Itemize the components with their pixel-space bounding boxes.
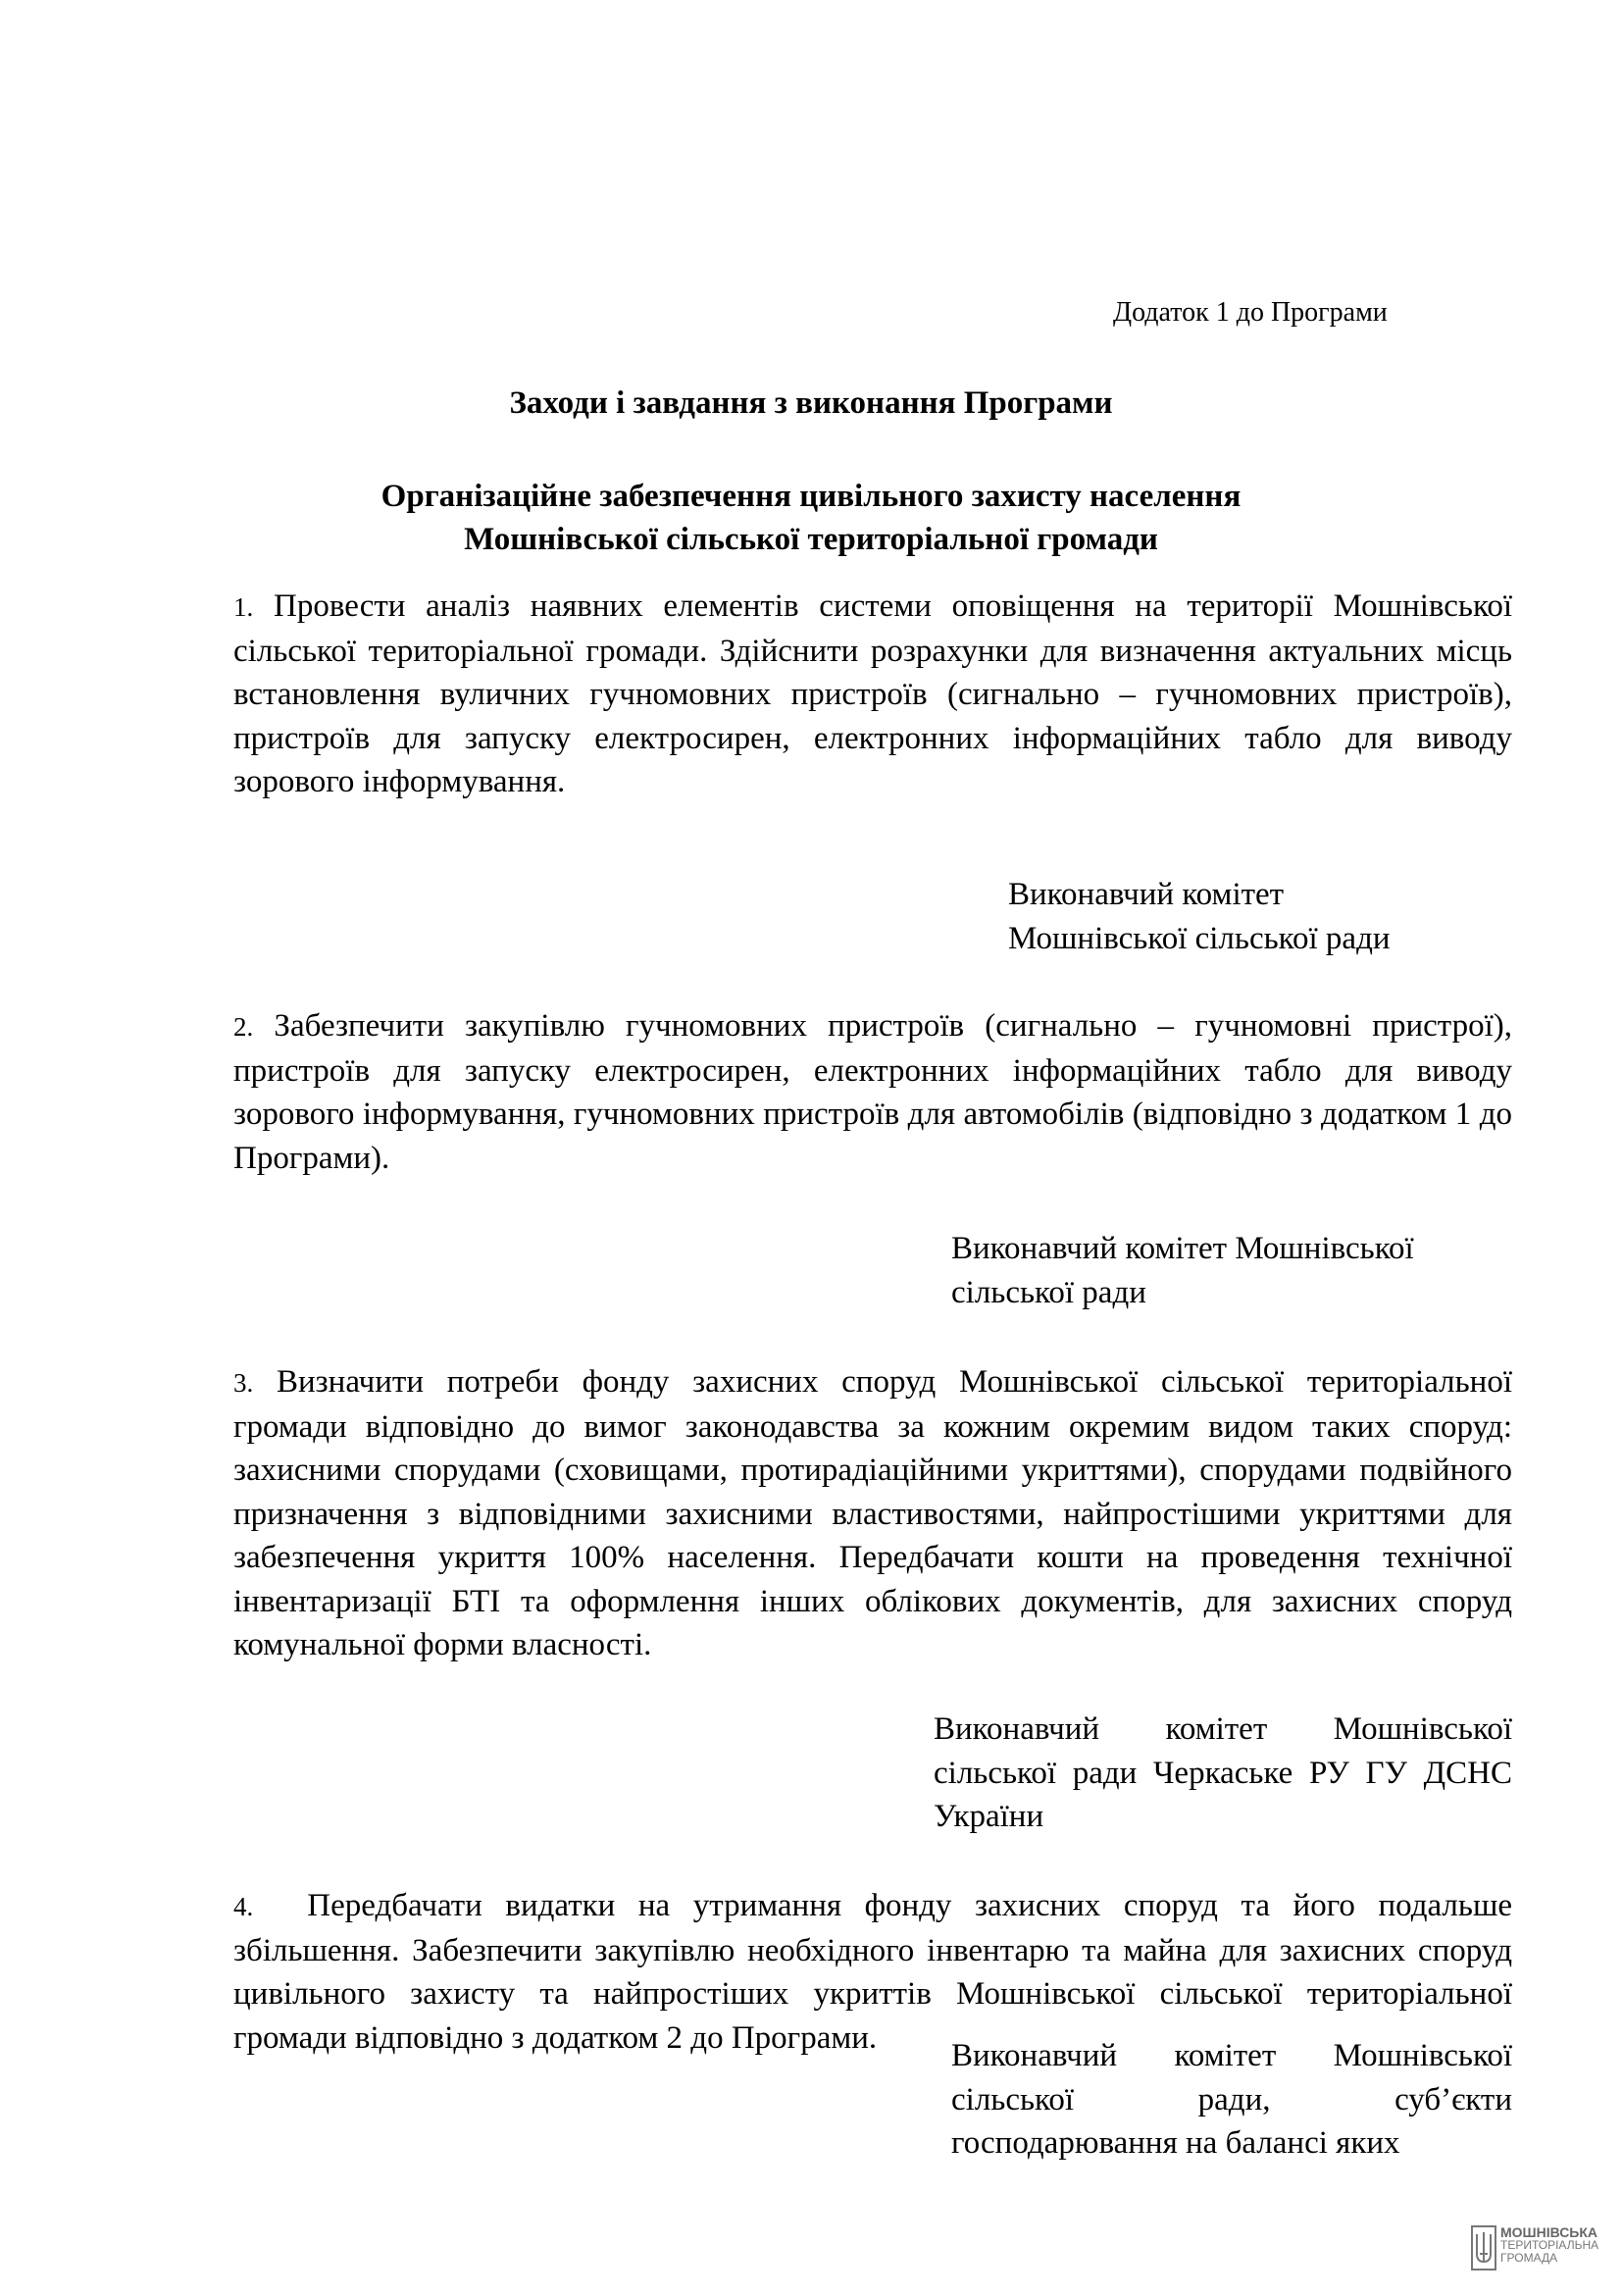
document-title: Заходи і завдання з виконання Програми (509, 385, 1113, 421)
item-1-paragraph (233, 585, 1512, 804)
item-3-paragraph (233, 1360, 1512, 1667)
appendix-label: Додаток 1 до Програми (1113, 297, 1388, 328)
item-1-number: 1. (233, 592, 254, 622)
subtitle-line-2: Мошнівської сільської територіальної громади (464, 522, 1158, 557)
item-4-number: 4. (233, 1892, 254, 1921)
item-1-text: Провести аналіз наявних елементів системи оповіщення на території Мошнівської сільської територіальної громади. Здійснити розрахунки для визначення актуальних місць встановлення вуличних гучномовних пристроїв (сигнально – гучномовних пристроїв), пристроїв для запуску електросирен, електронних інформаційних табло для виводу зорового інформування. (233, 588, 1513, 799)
item-4-responsible: Виконавчий комітет Мошнівської сільської ради, суб’єкти господарювання на балансі яких (951, 2038, 1512, 2161)
document-subtitle (0, 475, 1622, 561)
logo-name: МОШНІВСЬКА (1500, 2224, 1598, 2240)
item-3-number: 3. (233, 1368, 254, 1398)
logo-line-2: ТЕРИТОРІАЛЬНА (1500, 2238, 1599, 2252)
item-2-paragraph (233, 1004, 1512, 1180)
item-2-text: Забезпечити закупівлю гучномовних пристроїв (сигнально – гучномовні пристрої), пристроїв для запуску електросирен, електронних інформаційних табло для виводу зорового інформування, гучномовних пристроїв для автомобілів (відповідно з додатком 1 до Програми). (233, 1008, 1512, 1176)
item-2-number: 2. (233, 1012, 254, 1042)
item-4-text: Передбачати видатки на утримання фонду захисних споруд та його подальше збільшення. Забезпечити закупівлю необхідного інвентарю та майна для захисних споруд цивільного захисту та найпростіших укриттів Мошнівської сільської територіальної громади відповідно з додатком 2 до Програми. (233, 1888, 1512, 2056)
item-3-text: Визначити потреби фонду захисних споруд Мошнівської сільської територіальної громади відповідно до вимог законодавства за кожним окремим видом таких споруд: захисними спорудами (сховищами, протирадіаційними укриттями), спорудами подвійного призначення з відповідними захисними властивостями, найпростішими укриттями для забезпечення укриття 100% населення. Передбачати кошти на проведення технічної інвентаризації БТІ та оформлення інших облікових документів, для захисних споруд комунальної форми власності. (233, 1364, 1512, 1662)
subtitle-line-1: Організаційне забезпечення цивільного захисту населення (380, 479, 1242, 514)
item-3-responsible: Виконавчий комітет Мошнівської сільської ради Черкаське РУ ГУ ДСНС України (934, 1711, 1512, 1834)
trident-emblem-icon (1471, 2224, 1496, 2271)
item-1-responsible: Виконавчий комітет Мошнівської сільської ради (1008, 877, 1391, 956)
community-logo-text (1500, 2226, 1598, 2265)
logo-line-3: ГРОМАДА (1500, 2251, 1558, 2265)
item-2-responsible: Виконавчий комітет Мошнівської сільської ради (951, 1231, 1414, 1310)
